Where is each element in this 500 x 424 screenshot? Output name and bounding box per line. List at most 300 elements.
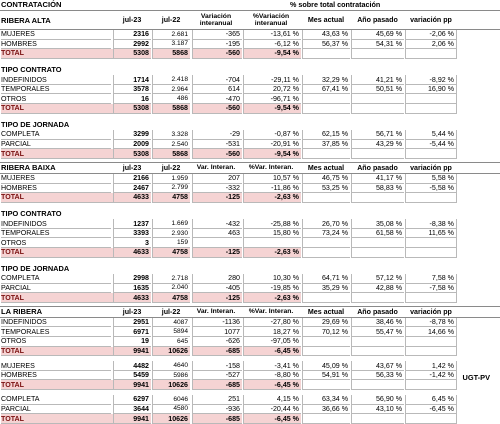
empty-cell [405, 380, 457, 390]
table-cell-col3: -685 [192, 380, 242, 390]
table-cell-col1: 1237 [113, 219, 151, 229]
table-cell-col1: 5308 [113, 104, 151, 114]
table-cell-col3: -158 [192, 361, 242, 371]
table-cell-col0: MUJERES [1, 174, 111, 184]
section-heading [0, 263, 500, 275]
table-cell-col4: 18,27 % [243, 327, 301, 337]
header-cell-col6: Año pasado [351, 163, 404, 173]
table-cell-col3: -685 [192, 414, 242, 424]
table-cell-col0: HOMBRES [1, 371, 111, 381]
table-cell-col6: 41,17 % [351, 174, 404, 184]
empty-cell [405, 149, 457, 159]
table-cell-col4: -6,45 % [243, 347, 301, 357]
table-row [0, 327, 500, 337]
table-cell-col7: 16,90 % [405, 85, 457, 95]
header-cell-col6: Año pasado [351, 11, 404, 29]
table-cell-col7: 5,44 % [405, 130, 457, 140]
table-row [0, 395, 500, 405]
total-row [0, 193, 500, 203]
table-cell-col2: 5868 [152, 49, 190, 59]
table-cell-col6: 43,10 % [351, 405, 404, 415]
table-cell-col3: -125 [192, 193, 242, 203]
table-cell-col2: 2.681 [152, 30, 190, 40]
title-row [0, 0, 500, 10]
section-label: TIPO CONTRATO [1, 65, 62, 75]
table-cell-col4: 4,15 % [243, 395, 301, 405]
header-cell-col0: RIBERA BAIXA [1, 163, 111, 173]
table-cell-col1: 16 [113, 94, 151, 104]
table-cell-col4 [243, 238, 301, 248]
table-cell-col5: 26,70 % [302, 219, 350, 229]
table-cell-col0: TOTAL [1, 104, 113, 114]
table-cell-col4: -25,88 % [243, 219, 301, 229]
table-cell-col6: 41,21 % [351, 75, 404, 85]
table-cell-col7: 7,58 % [405, 274, 457, 284]
total-row [0, 414, 500, 424]
header-cell-col4: %Variación interanual [243, 11, 301, 29]
empty-cell [405, 193, 457, 203]
table-cell-col1: 3644 [113, 405, 151, 415]
section-heading [0, 119, 500, 131]
header-cell-col1: jul-23 [113, 11, 151, 29]
table-cell-col3: -527 [192, 371, 242, 381]
table-cell-col3: 251 [192, 395, 242, 405]
table-cell-col3: -195 [192, 40, 242, 50]
table-cell-col0: TOTAL [1, 414, 113, 424]
table-cell-col0: TOTAL [1, 193, 113, 203]
table-cell-col2: 5868 [152, 149, 190, 159]
table-cell-col7: -1,42 % [405, 371, 457, 381]
table-row [0, 184, 500, 194]
table-cell-col0: TOTAL [1, 347, 113, 357]
table-cell-col0: HOMBRES [1, 40, 111, 50]
table-cell-col0: INDEFINIDOS [1, 318, 111, 328]
table-cell-col3: -470 [192, 94, 242, 104]
table-cell-col5: 63,34 % [302, 395, 350, 405]
table-cell-col0: MUJERES [1, 361, 111, 371]
table-cell-col5: 56,37 % [302, 40, 350, 50]
table-cell-col0: TEMPORALES [1, 85, 111, 95]
table-cell-col7: 11,65 % [405, 229, 457, 239]
table-cell-col7: -8,78 % [405, 318, 457, 328]
table-cell-col1: 2009 [113, 140, 151, 150]
total-row [0, 149, 500, 159]
header-cell-col7: variación pp [405, 11, 457, 29]
table-cell-col5 [302, 238, 350, 248]
table-cell-col3: -29 [192, 130, 242, 140]
table-cell-col5: 62,15 % [302, 130, 350, 140]
table-cell-col6: 54,31 % [351, 40, 404, 50]
table-cell-col3: 207 [192, 174, 242, 184]
table-cell-col6: 45,69 % [351, 30, 404, 40]
table-row [0, 85, 500, 95]
empty-cell [351, 104, 404, 114]
table-cell-col4: 10,57 % [243, 174, 301, 184]
table-cell-col1: 1635 [113, 284, 151, 294]
table-cell-col6: 58,83 % [351, 184, 404, 194]
empty-cell [351, 293, 404, 303]
header-cell-col0: LA RIBERA [1, 307, 111, 317]
table-cell-col5: 37,85 % [302, 140, 350, 150]
table-cell-col1: 2992 [113, 40, 151, 50]
table-cell-col3: -432 [192, 219, 242, 229]
table-cell-col5: 36,66 % [302, 405, 350, 415]
table-cell-col7: 6,45 % [405, 395, 457, 405]
table-cell-col1: 3 [113, 238, 151, 248]
table-cell-col2: 1.959 [152, 174, 190, 184]
total-row [0, 104, 500, 114]
empty-cell [405, 104, 457, 114]
table-header-row [0, 306, 500, 318]
table-cell-col1: 2998 [113, 274, 151, 284]
source-label: UGT-PV [462, 373, 490, 382]
table-cell-col3: -704 [192, 75, 242, 85]
empty-cell [351, 149, 404, 159]
section-heading [0, 208, 500, 220]
total-row [0, 49, 500, 59]
percentage-group-title: % sobre total contratación [290, 0, 381, 9]
header-cell-col1: jul-23 [113, 163, 151, 173]
table-cell-col2: 3.328 [152, 130, 190, 140]
table-cell-col4: 20,72 % [243, 85, 301, 95]
table-cell-col1: 6297 [113, 395, 151, 405]
header-cell-col0: RIBERA ALTA [1, 11, 111, 29]
table-cell-col3: -560 [192, 49, 242, 59]
table-cell-col7: 1,42 % [405, 361, 457, 371]
header-cell-col6: Año pasado [351, 307, 404, 317]
table-cell-col2: 2.418 [152, 75, 190, 85]
table-cell-col6 [351, 94, 404, 104]
table-cell-col0: HOMBRES [1, 184, 111, 194]
table-row [0, 405, 500, 415]
empty-cell [302, 293, 350, 303]
table-cell-col0: OTROS [1, 337, 111, 347]
table-cell-col7: -8,92 % [405, 75, 457, 85]
table-cell-col7: -7,58 % [405, 284, 457, 294]
empty-cell [351, 414, 404, 424]
table-cell-col4: -19,85 % [243, 284, 301, 294]
table-cell-col6: 42,88 % [351, 284, 404, 294]
table-cell-col6: 56,71 % [351, 130, 404, 140]
table-cell-col6: 56,90 % [351, 395, 404, 405]
total-row [0, 380, 500, 390]
header-cell-col5: Mes actual [302, 307, 350, 317]
table-cell-col5: 73,24 % [302, 229, 350, 239]
header-cell-col3: Var. Interan. [192, 307, 242, 317]
table-cell-col0: OTROS [1, 238, 111, 248]
empty-cell [302, 380, 350, 390]
table-cell-col4: 15,80 % [243, 229, 301, 239]
table-cell-col2: 4758 [152, 193, 190, 203]
table-cell-col3: -125 [192, 293, 242, 303]
table-cell-col3: 1077 [192, 327, 242, 337]
table-cell-col1: 2316 [113, 30, 151, 40]
table-cell-col2: 6046 [152, 395, 190, 405]
empty-cell [302, 193, 350, 203]
empty-cell [351, 49, 404, 59]
empty-cell [405, 49, 457, 59]
table-row [0, 318, 500, 328]
table-cell-col2: 2.540 [152, 140, 190, 150]
table-cell-col2: 2.040 [152, 284, 190, 294]
table-cell-col1: 4482 [113, 361, 151, 371]
header-cell-col5: Mes actual [302, 163, 350, 173]
table-cell-col2: 486 [152, 94, 190, 104]
table-row [0, 337, 500, 347]
table-cell-col0: TOTAL [1, 380, 113, 390]
table-cell-col1: 3299 [113, 130, 151, 140]
table-cell-col6: 57,12 % [351, 274, 404, 284]
table-cell-col0: TOTAL [1, 149, 113, 159]
table-cell-col0: PARCIAL [1, 140, 111, 150]
section-heading [0, 64, 500, 76]
empty-cell [302, 49, 350, 59]
section-label: TIPO DE JORNADA [1, 263, 70, 273]
table-cell-col3: -365 [192, 30, 242, 40]
table-cell-col1: 19 [113, 337, 151, 347]
table-row [0, 30, 500, 40]
table-row [0, 274, 500, 284]
table-cell-col7: 2,06 % [405, 40, 457, 50]
table-cell-col4: -20,44 % [243, 405, 301, 415]
table-row [0, 140, 500, 150]
header-cell-col2: jul-22 [152, 11, 190, 29]
empty-cell [302, 347, 350, 357]
table-cell-col0: TEMPORALES [1, 327, 111, 337]
table-cell-col0: MUJERES [1, 30, 111, 40]
empty-cell [405, 293, 457, 303]
table-row [0, 229, 500, 239]
table-cell-col4: -9,54 % [243, 49, 301, 59]
header-cell-col4: %Var. Interan. [243, 307, 301, 317]
table-cell-col2: 2.799 [152, 184, 190, 194]
table-cell-col4: -29,11 % [243, 75, 301, 85]
table-cell-col3: -936 [192, 405, 242, 415]
table-cell-col6: 43,67 % [351, 361, 404, 371]
table-cell-col2: 2.718 [152, 274, 190, 284]
table-cell-col3: 614 [192, 85, 242, 95]
table-cell-col4: -27,80 % [243, 318, 301, 328]
table-cell-col4: -20,91 % [243, 140, 301, 150]
table-cell-col2: 4640 [152, 361, 190, 371]
table-cell-col2: 4758 [152, 293, 190, 303]
table-cell-col5 [302, 94, 350, 104]
page-title: CONTRATACIÓN [1, 0, 62, 9]
empty-cell [405, 414, 457, 424]
table-cell-col1: 5308 [113, 49, 151, 59]
section-label: TIPO CONTRATO [1, 208, 62, 218]
table-row [0, 40, 500, 50]
total-row [0, 248, 500, 258]
table-row [0, 238, 500, 248]
table-row [0, 361, 500, 371]
table-cell-col2: 10626 [152, 414, 190, 424]
table-cell-col0: PARCIAL [1, 405, 111, 415]
table-cell-col1: 1714 [113, 75, 151, 85]
table-cell-col7: -8,38 % [405, 219, 457, 229]
table-cell-col1: 2951 [113, 318, 151, 328]
header-cell-col7: variación pp [405, 163, 457, 173]
table-cell-col0: TOTAL [1, 293, 113, 303]
table-cell-col3: -405 [192, 284, 242, 294]
table-cell-col2: 159 [152, 238, 190, 248]
table-cell-col0: PARCIAL [1, 284, 111, 294]
header-cell-col3: Var. Interan. [192, 163, 242, 173]
table-cell-col0: INDEFINIDOS [1, 219, 111, 229]
table-cell-col2: 2.964 [152, 85, 190, 95]
table-cell-col2: 4580 [152, 405, 190, 415]
table-cell-col4: -11,86 % [243, 184, 301, 194]
table-cell-col5: 45,09 % [302, 361, 350, 371]
table-cell-col1: 4633 [113, 248, 151, 258]
table-cell-col6: 55,47 % [351, 327, 404, 337]
table-cell-col2: 2.930 [152, 229, 190, 239]
table-cell-col0: TOTAL [1, 49, 113, 59]
table-cell-col3: 280 [192, 274, 242, 284]
empty-cell [405, 347, 457, 357]
table-cell-col2: 4087 [152, 318, 190, 328]
table-cell-col5: 54,91 % [302, 371, 350, 381]
header-cell-col4: %Var. Interan. [243, 163, 301, 173]
empty-cell [351, 347, 404, 357]
table-cell-col3: -560 [192, 104, 242, 114]
table-cell-col6: 43,29 % [351, 140, 404, 150]
table-cell-col4: -13,61 % [243, 30, 301, 40]
table-cell-col4: -2,63 % [243, 193, 301, 203]
table-cell-col4: -97,05 % [243, 337, 301, 347]
empty-cell [302, 414, 350, 424]
table-cell-col0: OTROS [1, 94, 111, 104]
table-cell-col3: -332 [192, 184, 242, 194]
table-cell-col5: 43,63 % [302, 30, 350, 40]
table-header-row [0, 162, 500, 174]
table-cell-col4: -3,41 % [243, 361, 301, 371]
table-cell-col2: 5868 [152, 104, 190, 114]
table-cell-col3: 463 [192, 229, 242, 239]
empty-cell [302, 248, 350, 258]
table-cell-col5: 67,41 % [302, 85, 350, 95]
table-cell-col5 [302, 337, 350, 347]
table-cell-col6: 50,51 % [351, 85, 404, 95]
table-cell-col3: -125 [192, 248, 242, 258]
table-cell-col7: -5,58 % [405, 184, 457, 194]
table-row [0, 130, 500, 140]
table-cell-col3: -626 [192, 337, 242, 347]
table-cell-col4: -2,63 % [243, 293, 301, 303]
table-cell-col5: 35,29 % [302, 284, 350, 294]
table-cell-col1: 9941 [113, 414, 151, 424]
table-cell-col5: 29,69 % [302, 318, 350, 328]
header-cell-col1: jul-23 [113, 307, 151, 317]
header-cell-col7: variación pp [405, 307, 457, 317]
table-cell-col0: COMPLETA [1, 274, 111, 284]
table-cell-col7 [405, 337, 457, 347]
table-cell-col0: COMPLETA [1, 130, 111, 140]
table-cell-col3: -560 [192, 149, 242, 159]
table-cell-col1: 5308 [113, 149, 151, 159]
table-cell-col4: -6,45 % [243, 414, 301, 424]
table-cell-col7: 5,58 % [405, 174, 457, 184]
table-cell-col6: 35,08 % [351, 219, 404, 229]
table-cell-col0: COMPLETA [1, 395, 111, 405]
table-cell-col6: 61,58 % [351, 229, 404, 239]
empty-cell [351, 193, 404, 203]
table-cell-col4: -6,45 % [243, 380, 301, 390]
header-cell-col5: Mes actual [302, 11, 350, 29]
table-cell-col7: -6,45 % [405, 405, 457, 415]
table-cell-col1: 4633 [113, 193, 151, 203]
total-row [0, 293, 500, 303]
table-cell-col4: 10,30 % [243, 274, 301, 284]
table-cell-col7 [405, 238, 457, 248]
table-cell-col1: 6971 [113, 327, 151, 337]
table-cell-col3: -531 [192, 140, 242, 150]
table-cell-col0: TEMPORALES [1, 229, 111, 239]
table-cell-col1: 9941 [113, 347, 151, 357]
table-cell-col1: 2467 [113, 184, 151, 194]
table-cell-col4: -9,54 % [243, 149, 301, 159]
table-cell-col4: -6,12 % [243, 40, 301, 50]
table-row [0, 94, 500, 104]
table-cell-col6: 38,46 % [351, 318, 404, 328]
empty-cell [351, 248, 404, 258]
table-cell-col2: 10626 [152, 380, 190, 390]
table-cell-col1: 3578 [113, 85, 151, 95]
table-cell-col3: -1136 [192, 318, 242, 328]
table-cell-col1: 9941 [113, 380, 151, 390]
table-row [0, 174, 500, 184]
header-cell-col2: jul-22 [152, 163, 190, 173]
table-cell-col7: -5,44 % [405, 140, 457, 150]
table-row [0, 75, 500, 85]
table-cell-col3: -685 [192, 347, 242, 357]
table-cell-col0: INDEFINIDOS [1, 75, 111, 85]
table-cell-col4: -8,80 % [243, 371, 301, 381]
table-cell-col2: 645 [152, 337, 190, 347]
table-cell-col5: 64,71 % [302, 274, 350, 284]
table-cell-col2: 3.187 [152, 40, 190, 50]
header-cell-col2: jul-22 [152, 307, 190, 317]
table-cell-col2: 1.669 [152, 219, 190, 229]
table-cell-col7: -2,06 % [405, 30, 457, 40]
empty-cell [351, 380, 404, 390]
table-cell-col4: -9,54 % [243, 104, 301, 114]
table-cell-col2: 4758 [152, 248, 190, 258]
table-cell-col4: -96,71 % [243, 94, 301, 104]
table-cell-col6: 56,33 % [351, 371, 404, 381]
table-cell-col3 [192, 238, 242, 248]
table-cell-col1: 4633 [113, 293, 151, 303]
total-row [0, 347, 500, 357]
table-row [0, 371, 500, 381]
table-cell-col1: 3393 [113, 229, 151, 239]
table-row [0, 219, 500, 229]
table-cell-col6 [351, 337, 404, 347]
table-cell-col5: 46,75 % [302, 174, 350, 184]
table-cell-col1: 5459 [113, 371, 151, 381]
table-cell-col5: 32,29 % [302, 75, 350, 85]
table-cell-col6 [351, 238, 404, 248]
table-cell-col7: 14,66 % [405, 327, 457, 337]
table-cell-col4: -2,63 % [243, 248, 301, 258]
table-cell-col7 [405, 94, 457, 104]
table-cell-col0: TOTAL [1, 248, 113, 258]
table-cell-col1: 2166 [113, 174, 151, 184]
table-row [0, 284, 500, 294]
empty-cell [302, 149, 350, 159]
table-cell-col2: 5986 [152, 371, 190, 381]
table-cell-col5: 70,12 % [302, 327, 350, 337]
